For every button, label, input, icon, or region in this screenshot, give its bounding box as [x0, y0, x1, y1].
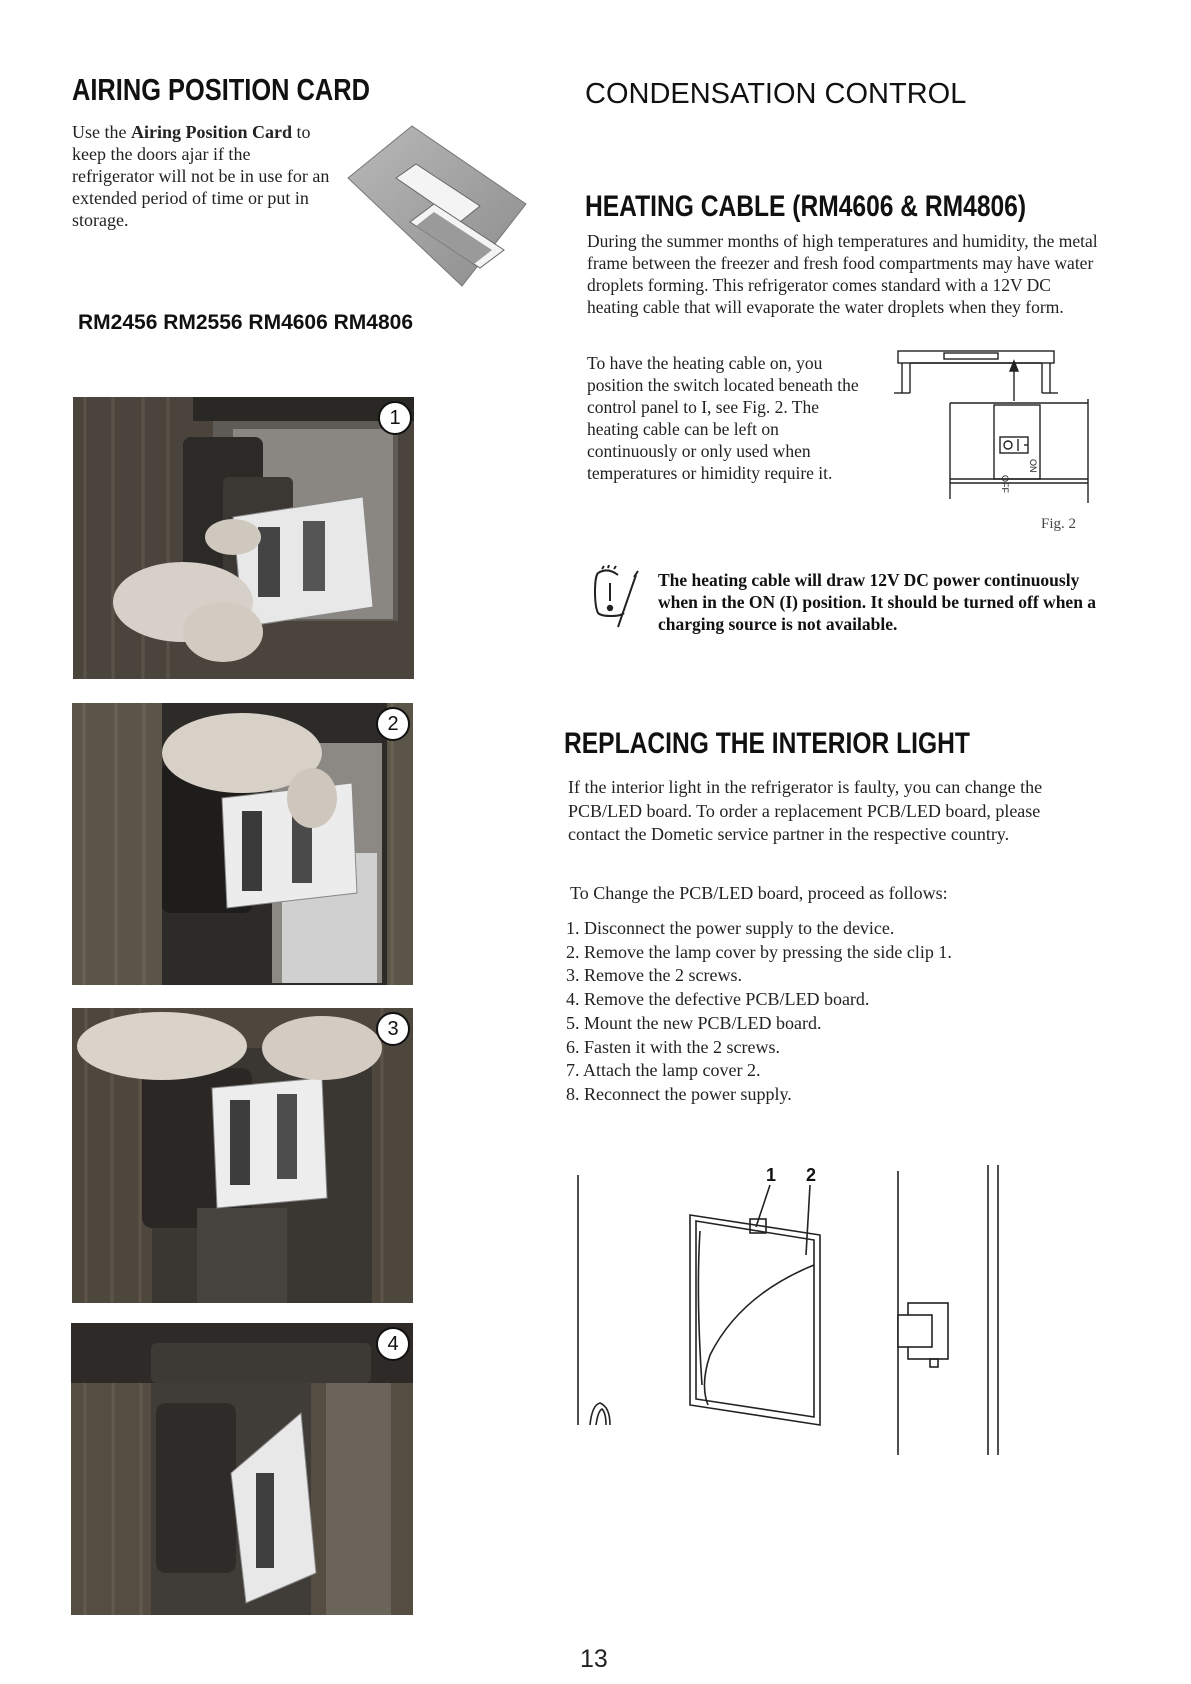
airing-step-photo-1	[73, 397, 414, 679]
interior-light-title: REPLACING THE INTERIOR LIGHT	[564, 727, 970, 760]
step-number-4: 4	[376, 1327, 410, 1361]
step-number-1: 1	[378, 401, 412, 435]
airing-title: AIRING POSITION CARD	[72, 72, 370, 107]
procedure-step: 3. Remove the 2 screws.	[566, 965, 742, 986]
warning-icon	[590, 565, 648, 631]
switch-off-label: OFF	[1000, 475, 1010, 493]
step-number-3: 3	[376, 1012, 410, 1046]
heating-cable-title: HEATING CABLE (RM4606 & RM4806)	[585, 190, 1027, 223]
warning-text: The heating cable will draw 12V DC power continuously when in the ON (I) position. It should be turned off when a charging source is not available.	[658, 570, 1097, 634]
procedure-step: 2. Remove the lamp cover by pressing the side clip 1.	[566, 941, 952, 962]
condensation-title: CONDENSATION CONTROL	[585, 78, 967, 110]
callout-2: 2	[806, 1165, 817, 1185]
heating-cable-description: During the summer months of high temperatures and humidity, the metal frame between the freezer and fresh food compartments may have water droplets forming. This refrigerator comes standard with a 12V DC heating cable that will evaporate the water droplets when they form.	[587, 231, 1098, 317]
step-number-2: 2	[376, 707, 410, 741]
procedure-steps	[566, 917, 1086, 1107]
switch-on-label: ON	[1028, 459, 1038, 473]
page-number: 13	[580, 1645, 608, 1673]
airing-models: RM2456 RM2556 RM4606 RM4806	[78, 311, 414, 334]
airing-description: Use the Airing Position Card to keep the doors ajar if the refrigerator will not be in use for an extended period of time or put in storage.	[72, 122, 330, 230]
procedure-step: 6. Fasten it with the 2 screws.	[566, 1036, 780, 1057]
switch-diagram	[890, 347, 1090, 507]
figure-label: Fig. 2	[1041, 516, 1077, 532]
lamp-cover-diagram	[570, 1155, 1040, 1455]
airing-step-photo-2	[72, 703, 413, 985]
callout-1: 1	[766, 1165, 777, 1185]
procedure-step: 1. Disconnect the power supply to the device.	[566, 918, 895, 938]
switch-instructions: To have the heating cable on, you position the switch located beneath the control panel to I, see Fig. 2. The heating cable can be left on continuously or only used when temperatures or himidity require it.	[587, 353, 859, 483]
procedure-heading: To Change the PCB/LED board, proceed as follows:	[570, 883, 948, 903]
airing-card-image	[340, 118, 530, 290]
procedure-step: 5. Mount the new PCB/LED board.	[566, 1012, 822, 1033]
airing-step-photo-4	[71, 1323, 413, 1615]
procedure-step: 4. Remove the defective PCB/LED board.	[566, 989, 870, 1010]
interior-light-intro: If the interior light in the refrigerator is faulty, you can change the PCB/LED board. To order a replacement PCB/LED board, please contact the Dometic service partner in the respective country.	[568, 777, 1043, 844]
airing-step-photo-3	[72, 1008, 413, 1303]
procedure-step: 8. Reconnect the power supply.	[566, 1083, 792, 1104]
procedure-step: 7. Attach the lamp cover 2.	[566, 1060, 761, 1081]
